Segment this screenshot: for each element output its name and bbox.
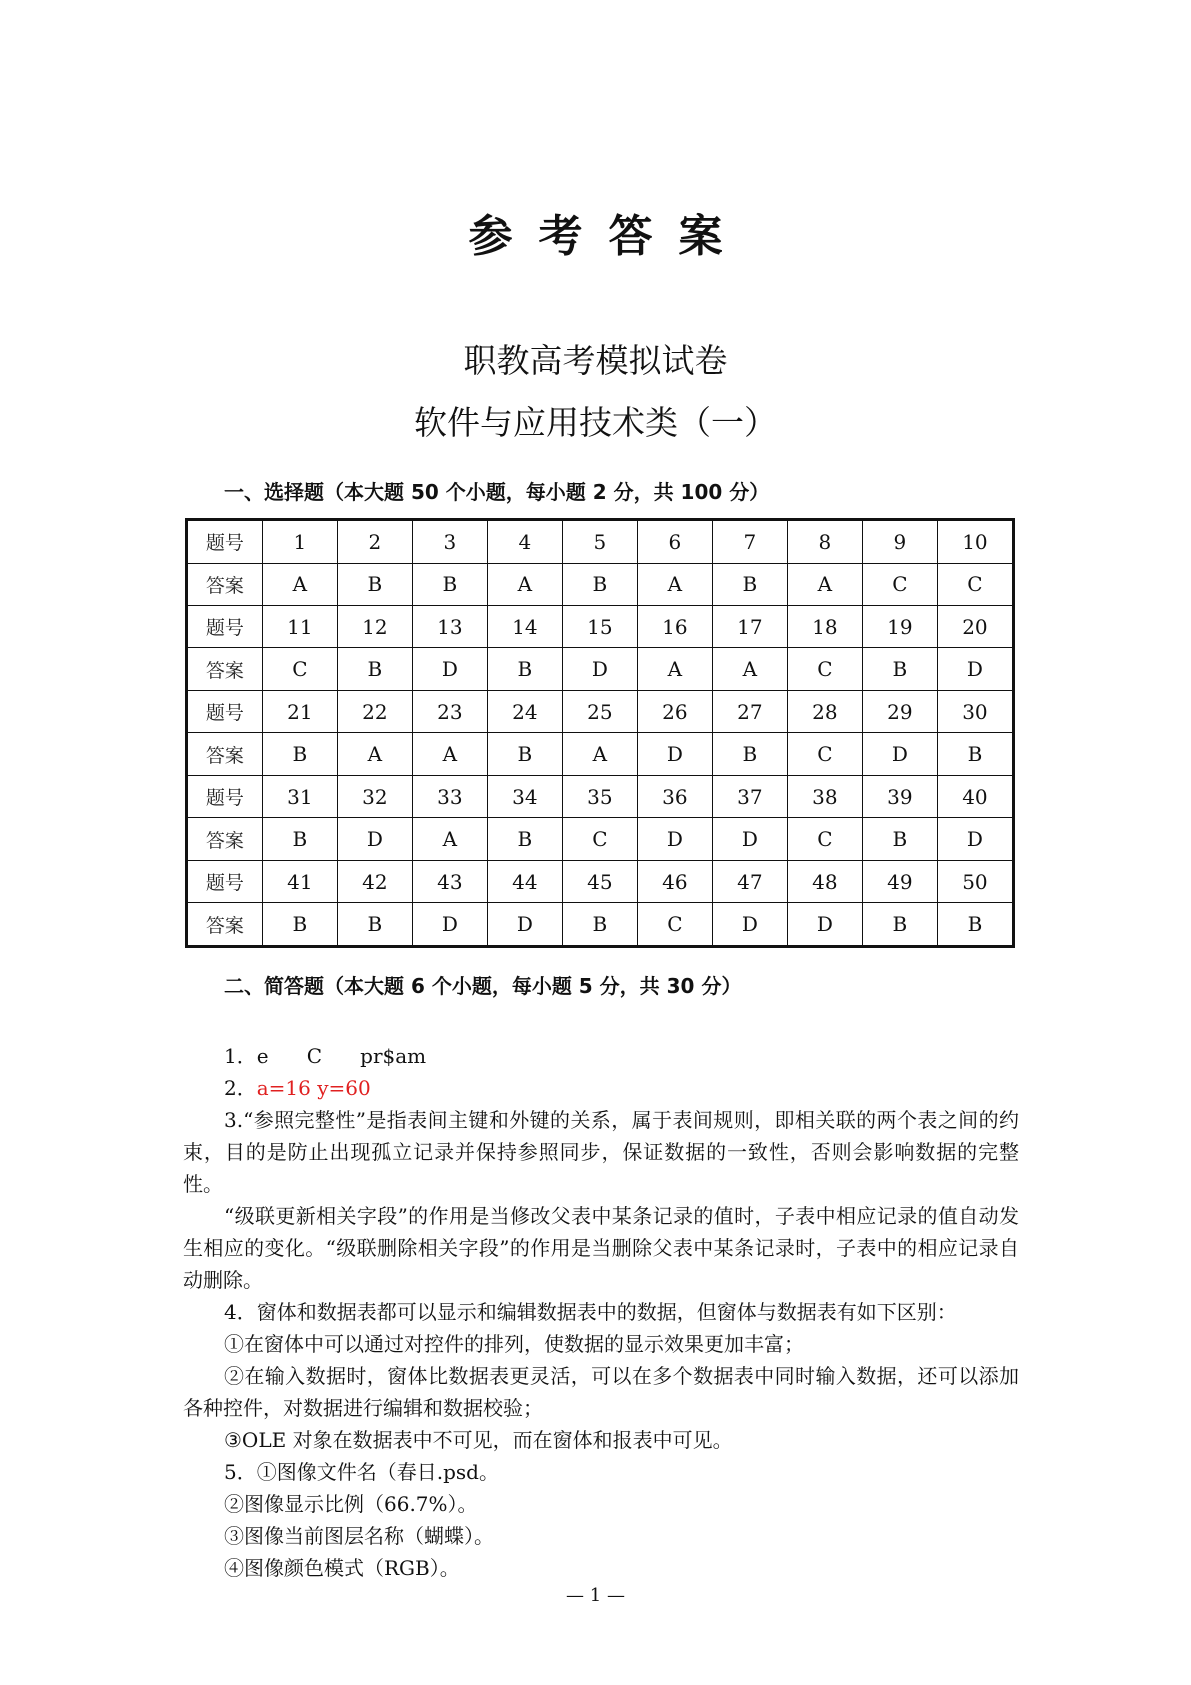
question-number-cell: 45 <box>562 860 637 902</box>
answer-cell: D <box>937 648 1013 690</box>
q2-answer <box>224 1072 371 1104</box>
answer-cell: C <box>937 563 1013 605</box>
row-label-answer: 答案 <box>187 563 263 605</box>
question-number-cell: 39 <box>862 775 937 817</box>
q5-line-2: ②图像显示比例（66.7%）。 <box>224 1492 478 1516</box>
question-number-cell: 15 <box>562 605 637 647</box>
row-label-answer: 答案 <box>187 648 263 690</box>
question-number-cell: 27 <box>712 690 787 732</box>
answer-cell: B <box>562 903 637 947</box>
answer-cell: B <box>487 818 562 860</box>
answer-cell: D <box>712 818 787 860</box>
question-number-cell: 14 <box>487 605 562 647</box>
section2-heading: 二、简答题（本大题 6 个小题，每小题 5 分，共 30 分） <box>224 974 742 998</box>
question-number-cell: 33 <box>412 775 487 817</box>
answer-cell: A <box>262 563 337 605</box>
answer-cell: D <box>862 733 937 775</box>
question-number-cell: 24 <box>487 690 562 732</box>
answer-cell: C <box>787 648 862 690</box>
answer-cell: A <box>487 563 562 605</box>
answer-cell: A <box>637 563 712 605</box>
answer-cell: B <box>862 818 937 860</box>
answer-cell: A <box>712 648 787 690</box>
question-number-cell: 9 <box>862 520 937 564</box>
answer-cell: C <box>637 903 712 947</box>
answer-cell: A <box>337 733 412 775</box>
table-row-answers <box>187 903 1014 947</box>
question-number-cell: 36 <box>637 775 712 817</box>
question-number-cell: 32 <box>337 775 412 817</box>
question-number-cell: 34 <box>487 775 562 817</box>
q1-text: e C pr$am <box>256 1044 427 1068</box>
question-number-cell: 43 <box>412 860 487 902</box>
section1-heading: 一、选择题（本大题 50 个小题，每小题 2 分，共 100 分） <box>224 480 770 504</box>
question-number-cell: 31 <box>262 775 337 817</box>
answer-cell: A <box>412 818 487 860</box>
q4-point-3: ③OLE 对象在数据表中不可见，而在窗体和报表中可见。 <box>224 1428 733 1452</box>
answer-cell: B <box>712 733 787 775</box>
q3-paragraph-1: 3.“参照完整性”是指表间主键和外键的关系，属于表间规则，即相关联的两个表之间的约束，目的是防止出现孤立记录并保持参照同步，保证数据的一致性，否则会影响数据的完整性。 <box>183 1108 1019 1196</box>
q5-line-4: ④图像颜色模式（RGB）。 <box>224 1556 460 1580</box>
answer-cell: D <box>937 818 1013 860</box>
question-number-cell: 17 <box>712 605 787 647</box>
question-number-cell: 21 <box>262 690 337 732</box>
answer-cell: A <box>412 733 487 775</box>
question-number-cell: 35 <box>562 775 637 817</box>
question-number-cell: 22 <box>337 690 412 732</box>
answer-cell: B <box>862 903 937 947</box>
row-label-number: 题号 <box>187 775 263 817</box>
table-row-answers <box>187 818 1014 860</box>
question-number-cell: 20 <box>937 605 1013 647</box>
table-row-answers <box>187 648 1014 690</box>
q2-prefix: 2． <box>224 1076 257 1100</box>
q3-paragraph-2: “级联更新相关字段”的作用是当修改父表中某条记录的值时，子表中相应记录的值自动发生相应的变化。“级联删除相关字段”的作用是当删除父表中某条记录时，子表中的相应记录自动删除。 <box>183 1204 1019 1292</box>
table-row-numbers <box>187 605 1014 647</box>
answer-cell: D <box>487 903 562 947</box>
answer-cell: D <box>712 903 787 947</box>
question-number-cell: 30 <box>937 690 1013 732</box>
exam-subtitle: 软件与应用技术类（一） <box>414 403 777 442</box>
answer-cell: C <box>562 818 637 860</box>
question-number-cell: 28 <box>787 690 862 732</box>
row-label-answer: 答案 <box>187 733 263 775</box>
question-number-cell: 12 <box>337 605 412 647</box>
answer-cell: B <box>937 733 1013 775</box>
question-number-cell: 8 <box>787 520 862 564</box>
table-row-numbers <box>187 520 1014 564</box>
question-number-cell: 37 <box>712 775 787 817</box>
question-number-cell: 47 <box>712 860 787 902</box>
question-number-cell: 26 <box>637 690 712 732</box>
row-label-answer: 答案 <box>187 903 263 947</box>
answer-cell: C <box>862 563 937 605</box>
question-number-cell: 38 <box>787 775 862 817</box>
answer-cell: B <box>487 648 562 690</box>
question-number-cell: 23 <box>412 690 487 732</box>
question-number-cell: 44 <box>487 860 562 902</box>
q1-prefix: 1． <box>224 1044 257 1068</box>
q4-intro: 4．窗体和数据表都可以显示和编辑数据表中的数据，但窗体与数据表有如下区别： <box>224 1300 957 1324</box>
page-number: — 1 — <box>566 1585 625 1606</box>
question-number-cell: 10 <box>937 520 1013 564</box>
question-number-cell: 46 <box>637 860 712 902</box>
question-number-cell: 5 <box>562 520 637 564</box>
question-number-cell: 13 <box>412 605 487 647</box>
question-number-cell: 7 <box>712 520 787 564</box>
row-label-number: 题号 <box>187 605 263 647</box>
question-number-cell: 16 <box>637 605 712 647</box>
exam-title: 职教高考模拟试卷 <box>463 341 728 380</box>
answer-cell: B <box>337 648 412 690</box>
answer-cell: D <box>637 733 712 775</box>
answer-cell: A <box>787 563 862 605</box>
row-label-number: 题号 <box>187 690 263 732</box>
q4-point-2: ②在输入数据时，窗体比数据表更灵活，可以在多个数据表中同时输入数据，还可以添加各种控件，对数据进行编辑和数据校验； <box>183 1364 1019 1420</box>
table-row-numbers <box>187 860 1014 902</box>
answer-cell: D <box>562 648 637 690</box>
answer-cell: B <box>337 903 412 947</box>
answer-cell: B <box>562 563 637 605</box>
answer-cell: B <box>337 563 412 605</box>
row-label-answer: 答案 <box>187 818 263 860</box>
question-number-cell: 42 <box>337 860 412 902</box>
question-number-cell: 50 <box>937 860 1013 902</box>
answer-cell: C <box>262 648 337 690</box>
answer-cell: B <box>262 733 337 775</box>
answer-cell: B <box>412 563 487 605</box>
q1-answer <box>224 1040 426 1072</box>
question-number-cell: 18 <box>787 605 862 647</box>
answer-cell: D <box>787 903 862 947</box>
answer-cell: A <box>562 733 637 775</box>
question-number-cell: 29 <box>862 690 937 732</box>
answer-cell: B <box>862 648 937 690</box>
answer-cell: C <box>787 818 862 860</box>
question-number-cell: 3 <box>412 520 487 564</box>
question-number-cell: 11 <box>262 605 337 647</box>
page-title: 参考答案 <box>468 211 749 262</box>
answer-cell: C <box>787 733 862 775</box>
question-number-cell: 41 <box>262 860 337 902</box>
question-number-cell: 2 <box>337 520 412 564</box>
question-number-cell: 4 <box>487 520 562 564</box>
answer-cell: B <box>262 903 337 947</box>
table-row-answers <box>187 733 1014 775</box>
row-label-number: 题号 <box>187 520 263 564</box>
q5-line-1: 5．①图像文件名（春日.psd。 <box>224 1460 499 1484</box>
question-number-cell: 19 <box>862 605 937 647</box>
question-number-cell: 40 <box>937 775 1013 817</box>
question-number-cell: 6 <box>637 520 712 564</box>
q5-line-3: ③图像当前图层名称（蝴蝶）。 <box>224 1524 494 1548</box>
answer-cell: D <box>412 648 487 690</box>
table-row-answers <box>187 563 1014 605</box>
q4-point-1: ①在窗体中可以通过对控件的排列，使数据的显示效果更加丰富； <box>224 1332 804 1356</box>
question-number-cell: 49 <box>862 860 937 902</box>
table-row-numbers <box>187 690 1014 732</box>
answer-cell: D <box>337 818 412 860</box>
answer-cell: B <box>487 733 562 775</box>
answer-cell: B <box>262 818 337 860</box>
answer-table <box>185 518 1015 948</box>
answer-cell: D <box>412 903 487 947</box>
answer-cell: D <box>637 818 712 860</box>
q2-text: a=16 y=60 <box>256 1076 371 1100</box>
answer-cell: B <box>937 903 1013 947</box>
question-number-cell: 25 <box>562 690 637 732</box>
answer-cell: A <box>637 648 712 690</box>
question-number-cell: 48 <box>787 860 862 902</box>
row-label-number: 题号 <box>187 860 263 902</box>
table-row-numbers <box>187 775 1014 817</box>
question-number-cell: 1 <box>262 520 337 564</box>
answer-cell: B <box>712 563 787 605</box>
